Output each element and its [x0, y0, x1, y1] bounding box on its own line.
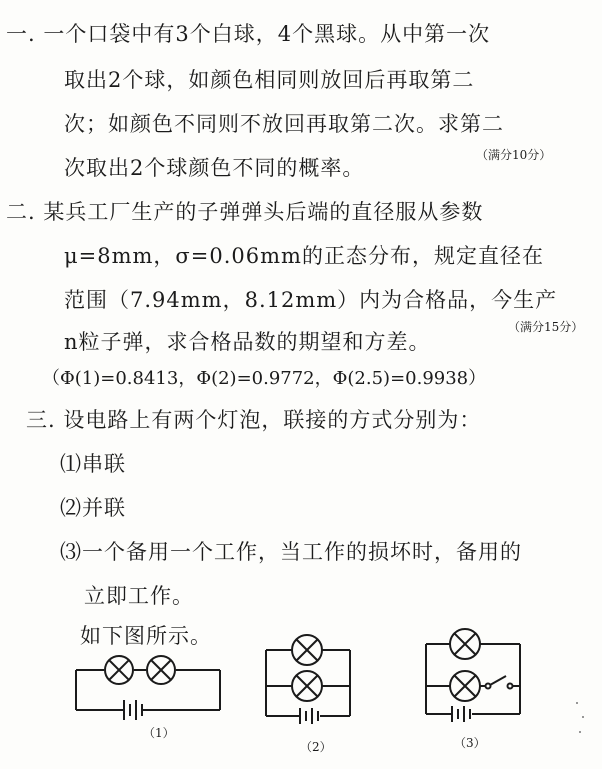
circuit-2-caption: （2）: [300, 740, 332, 754]
battery-icon: [452, 706, 470, 722]
problem-3-item-3: ⑶一个备用一个工作，当工作的损坏时，备用的: [60, 540, 522, 564]
problem-1-line-2: 取出2个球，如颜色相同则放回后再取第二: [64, 68, 475, 92]
problem-3-figure-intro: 如下图所示。: [80, 624, 212, 648]
battery-icon: [300, 708, 318, 724]
problem-1-score: （满分10分）: [476, 148, 552, 162]
circuit-3-caption: （3）: [454, 736, 486, 750]
scan-speck: [579, 731, 581, 733]
bulb-icon: [292, 671, 322, 701]
bulb-icon: [292, 635, 322, 665]
circuit-standby-diagram: [424, 624, 530, 728]
problem-3-item-3-cont: 立即工作。: [84, 584, 194, 608]
bulb-icon: [450, 671, 480, 701]
problem-2-given-values: （Φ(1)=0.8413，Φ(2)=0.9772，Φ(2.5)=0.9938）: [42, 368, 487, 389]
circuit-1-caption: （1）: [143, 726, 175, 740]
bulb-icon: [105, 656, 133, 684]
problem-1-line-1: 一. 一个口袋中有3个白球，4个黑球。从中第一次: [6, 22, 491, 46]
battery-icon: [124, 700, 142, 720]
circuit-2-wire: [266, 650, 350, 716]
problem-2-score: （满分15分）: [508, 320, 584, 334]
problem-3-item-1: ⑴串联: [60, 452, 126, 476]
circuit-parallel-diagram: [264, 632, 356, 728]
problem-2-line-4: n粒子弹，求合格品数的期望和方差。: [64, 330, 431, 354]
problem-2-line-2: μ=8mm，σ=0.06mm的正态分布，规定直径在: [64, 244, 544, 268]
switch-icon: [486, 676, 513, 689]
problem-2-line-3: 范围（7.94mm，8.12mm）内为合格品，今生产: [64, 288, 558, 312]
bulb-icon: [450, 629, 480, 659]
problem-1-line-4: 次取出2个球颜色不同的概率。: [64, 156, 365, 180]
bulb-icon: [147, 656, 175, 684]
problem-2-line-1: 二. 某兵工厂生产的子弹弹头后端的直径服从参数: [6, 200, 484, 224]
scan-speck: [576, 702, 578, 704]
circuit-series-diagram: [74, 650, 230, 726]
scan-speck: [582, 716, 584, 718]
problem-3-item-2: ⑵并联: [60, 496, 126, 520]
problem-1-line-3: 次；如颜色不同则不放回再取第二次。求第二: [64, 112, 504, 136]
problem-3-line-1: 三. 设电路上有两个灯泡，联接的方式分别为：: [26, 408, 482, 432]
